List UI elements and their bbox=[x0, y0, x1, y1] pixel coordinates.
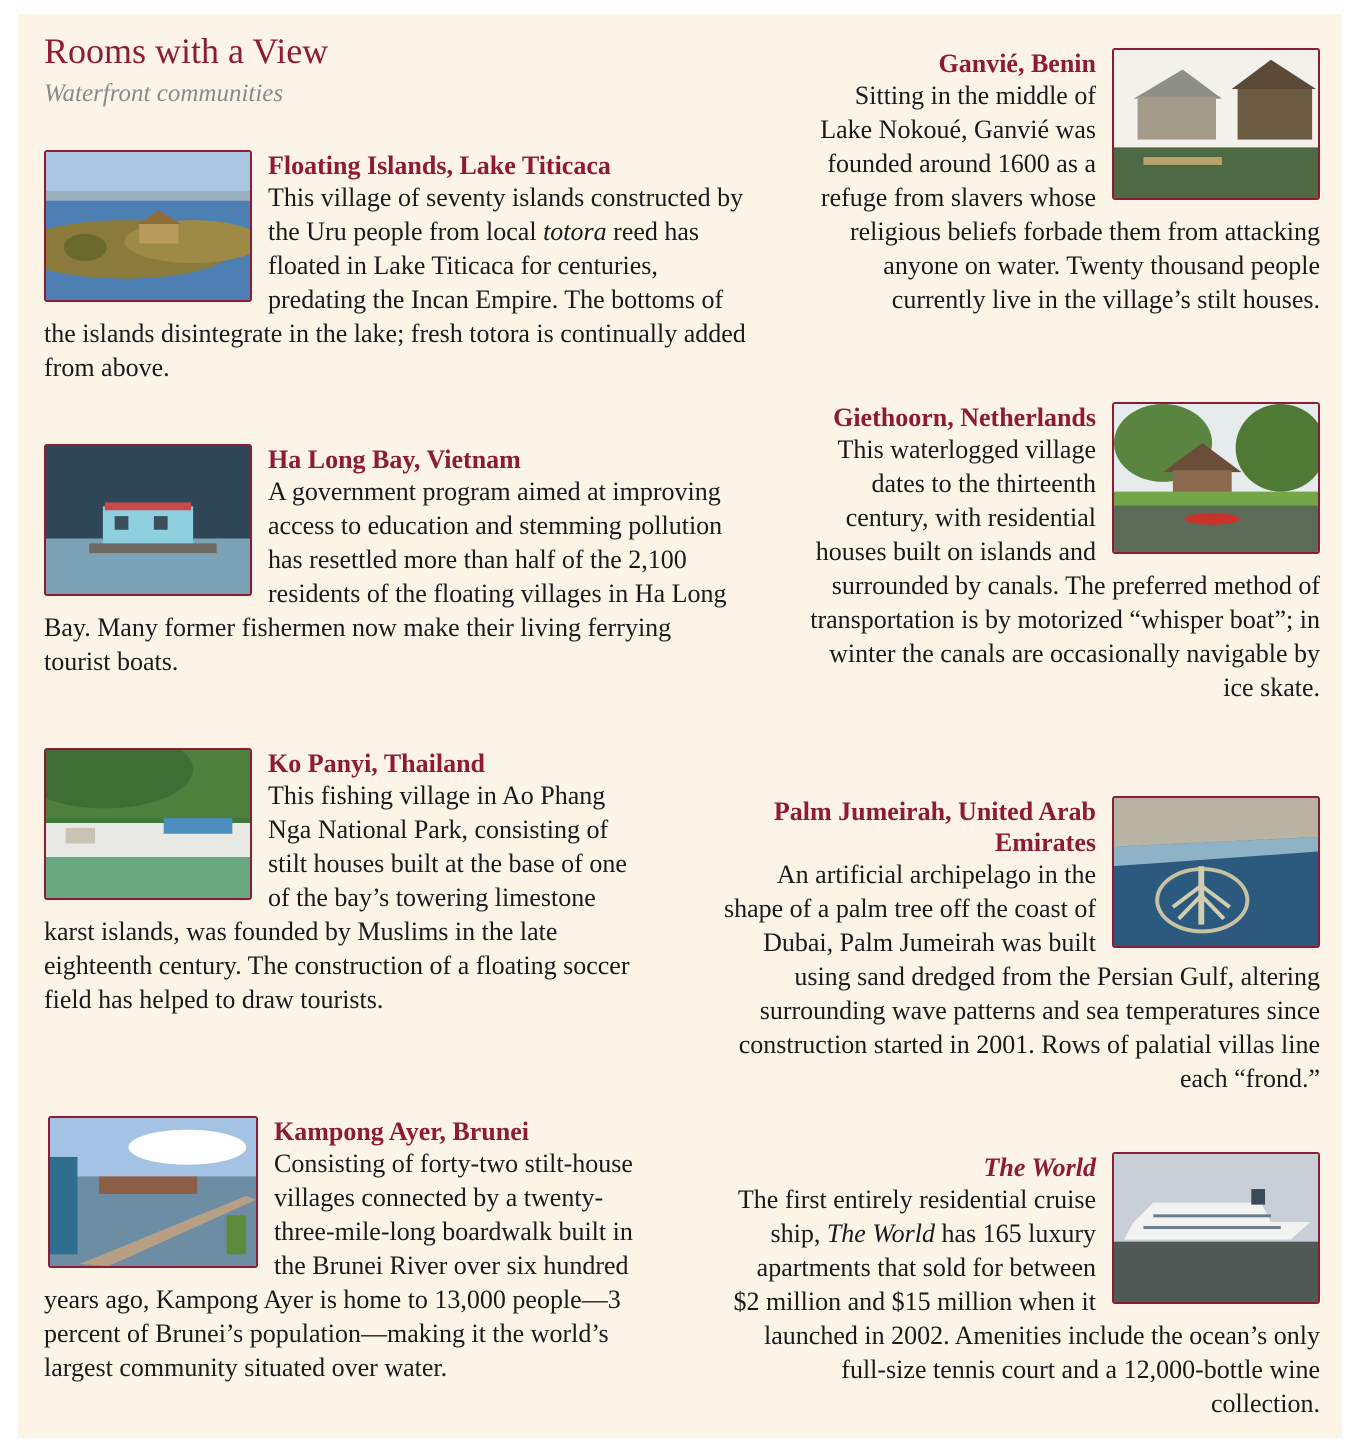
entry-ganvie bbox=[816, 48, 1320, 317]
entry-heading: The World bbox=[983, 1153, 1096, 1182]
boardwalk-photo bbox=[48, 1116, 258, 1268]
entry-heading: Giethoorn, Netherlands bbox=[833, 403, 1096, 432]
entry-heading: Ha Long Bay, Vietnam bbox=[268, 445, 521, 474]
entry-ko-panyi bbox=[44, 748, 644, 1017]
entry-heading: Floating Islands, Lake Titicaca bbox=[268, 151, 611, 180]
entry-body: Sitting in the middle of Lake Nokoué, Ganvié was founded around 1600 as a refuge from slavers whose religious beliefs forbade them from attacking anyone on water. Twenty thousand people currently live in the village’s stilt houses. bbox=[820, 81, 1320, 314]
entry-the-world bbox=[730, 1152, 1320, 1421]
entry-kampong-ayer bbox=[44, 1116, 654, 1385]
page-title: Rooms with a View bbox=[44, 31, 329, 71]
entry-palm-jumeirah bbox=[718, 796, 1320, 1096]
palm-island-satellite-photo bbox=[1112, 796, 1320, 948]
canal-cottage-photo bbox=[1112, 402, 1320, 554]
entry-body: The first entirely residential cruise ship, The World has 165 luxury apartments that sold for between $2 million and $15 million when it launched in 2002. Amenities include the ocean’s only full-size tennis court and a 12,000-bottle wine collection. bbox=[733, 1185, 1320, 1418]
entry-body: This waterlogged village dates to the thirteenth century, with residential houses built on islands and surrounded by canals. The preferred method of transportation is by motorized “whisper boat”; in winter the canals are occasionally navigable by ice skate. bbox=[810, 435, 1320, 702]
entry-giethoorn bbox=[800, 402, 1320, 705]
entry-heading: Kampong Ayer, Brunei bbox=[274, 1117, 529, 1146]
stilt-huts-photo bbox=[1112, 48, 1320, 200]
entry-body: A government program aimed at improving access to education and stemming pollution has resettled more than half of the 2,100 residents of the floating villages in Ha Long Bay. Many former fishermen now make their living ferrying tourist boats. bbox=[44, 477, 727, 676]
page-subtitle: Waterfront communities bbox=[44, 80, 284, 107]
entry-body: Consisting of forty-two stilt-house villages connected by a twenty-three-mile-long boardwalk built in the Brunei River over six hundred years ago, Kampong Ayer is home to 13,000 people—3 percent of Brunei’s population—making it the world’s largest community situated over water. bbox=[44, 1149, 633, 1382]
cruise-ship-photo bbox=[1112, 1152, 1320, 1304]
entry-heading: Palm Jumeirah, United Arab Emirates bbox=[773, 797, 1096, 857]
reed-islands-lake-photo bbox=[44, 150, 252, 302]
entry-ha-long-bay bbox=[44, 444, 744, 679]
stilt-village-photo bbox=[44, 748, 252, 900]
entry-heading: Ko Panyi, Thailand bbox=[268, 749, 485, 778]
entry-body: This village of seventy islands constructed by the Uru people from local totora reed has floated in Lake Titicaca for centuries, predating the Incan Empire. The bottoms of the islands disintegrate in the lake; fresh totora is continually added from above. bbox=[44, 183, 746, 382]
entry-heading: Ganvié, Benin bbox=[938, 49, 1096, 78]
floating-house-photo bbox=[44, 444, 252, 596]
entry-floating-islands bbox=[44, 150, 754, 385]
entry-body: An artificial archipelago in the shape of a palm tree off the coast of Dubai, Palm Jumeirah was built using sand dredged from the Persian Gulf, altering surrounding wave patterns and sea temperatures since construction started in 2001. Rows of palatial villas line each “frond.” bbox=[723, 860, 1320, 1093]
entry-body: This fishing village in Ao Phang Nga National Park, consisting of stilt houses built at the base of one of the bay’s towering limestone karst islands, was founded by Muslims in the late eighteenth century. The construction of a floating soccer field has helped to draw tourists. bbox=[44, 781, 630, 1014]
